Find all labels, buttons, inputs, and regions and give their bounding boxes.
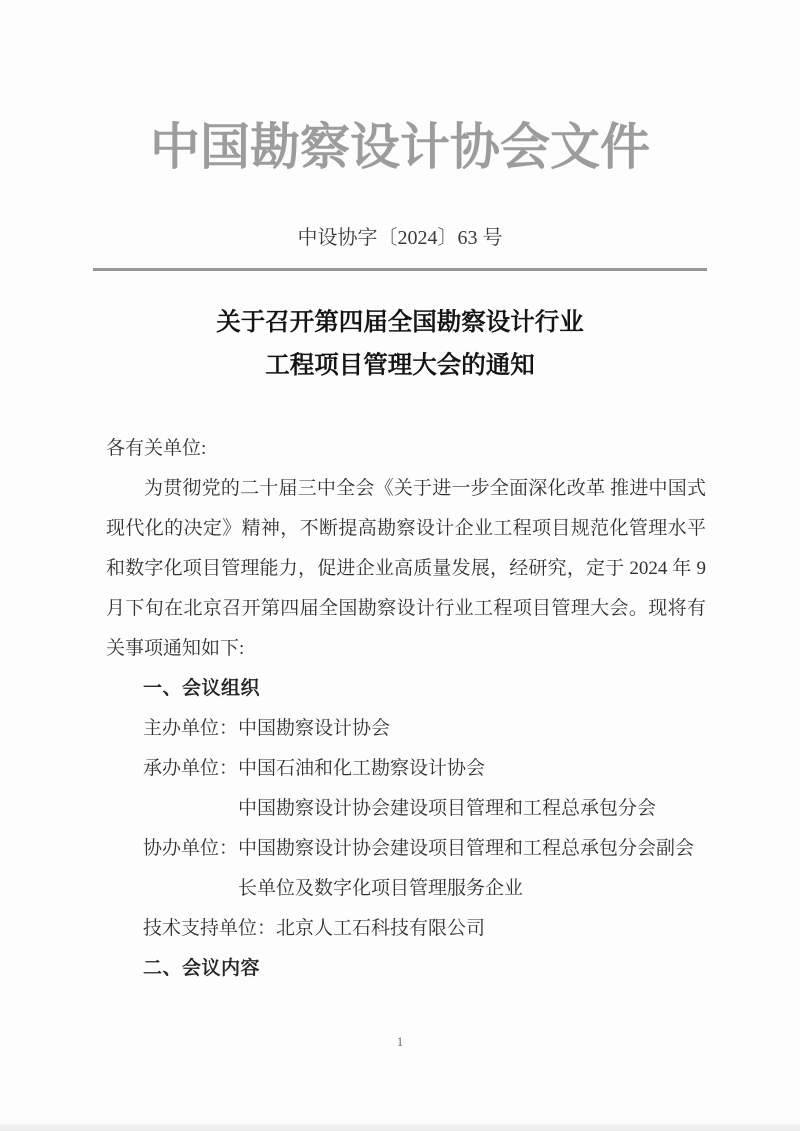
- org-value-co-organizer-line: 中国勘察设计协会建设项目管理和工程总承包分会副会长单位及数字化项目管理服务企业: [238, 838, 695, 899]
- org-value-host-line: 中国勘察设计协会: [238, 718, 391, 739]
- header-divider-rule: [93, 268, 707, 271]
- document-title: [0, 301, 800, 387]
- org-value-co-organizer: [238, 829, 706, 909]
- org-label-co-organizer: 协办单位：: [143, 838, 239, 859]
- org-value-tech-support: [276, 909, 706, 949]
- org-row-host: [143, 709, 706, 749]
- organization-list: [106, 709, 706, 949]
- org-label-host: 主办单位：: [143, 718, 239, 739]
- page-number: 1: [396, 1034, 404, 1049]
- org-label-tech-support: 技术支持单位：: [143, 918, 277, 939]
- org-value-organizer-line2: 中国勘察设计协会建设项目管理和工程总承包分会: [238, 798, 657, 819]
- document-number: 中设协字〔2024〕63 号: [297, 227, 503, 249]
- section-heading-1: 一、会议组织: [143, 678, 261, 699]
- document-body: [106, 429, 706, 989]
- document-title-line1: 关于召开第四届全国勘察设计行业: [216, 309, 584, 336]
- org-row-co-organizer: [143, 829, 706, 909]
- org-value-organizer-line1: 中国石油和化工勘察设计协会: [238, 758, 486, 779]
- document-title-line2: 工程项目管理大会的通知: [265, 352, 535, 379]
- org-value-host: [238, 709, 706, 749]
- org-row-tech-support: [143, 909, 706, 949]
- org-row-organizer: [143, 749, 706, 829]
- letterhead-title: 中国勘察设计协会文件: [150, 119, 650, 175]
- salutation: 各有关单位:: [106, 438, 207, 459]
- org-value-tech-support-line: 北京人工石科技有限公司: [276, 918, 486, 939]
- org-value-organizer: [238, 749, 706, 829]
- page-bottom-edge: [0, 1124, 800, 1131]
- org-label-organizer: 承办单位：: [143, 758, 239, 779]
- section-heading-2: 二、会议内容: [143, 958, 261, 979]
- intro-paragraph: 为贯彻党的二十届三中全会《关于进一步全面深化改革 推进中国式现代化的决定》精神，不断提高勘察设计企业工程项目规范化管理水平和数字化项目管理能力，促进企业高质量发展，经研究，定于 2024 年 9 月下旬在北京召开第四届全国勘察设计行业工程项目管理大会。现将有关事项通知如下:: [106, 478, 706, 659]
